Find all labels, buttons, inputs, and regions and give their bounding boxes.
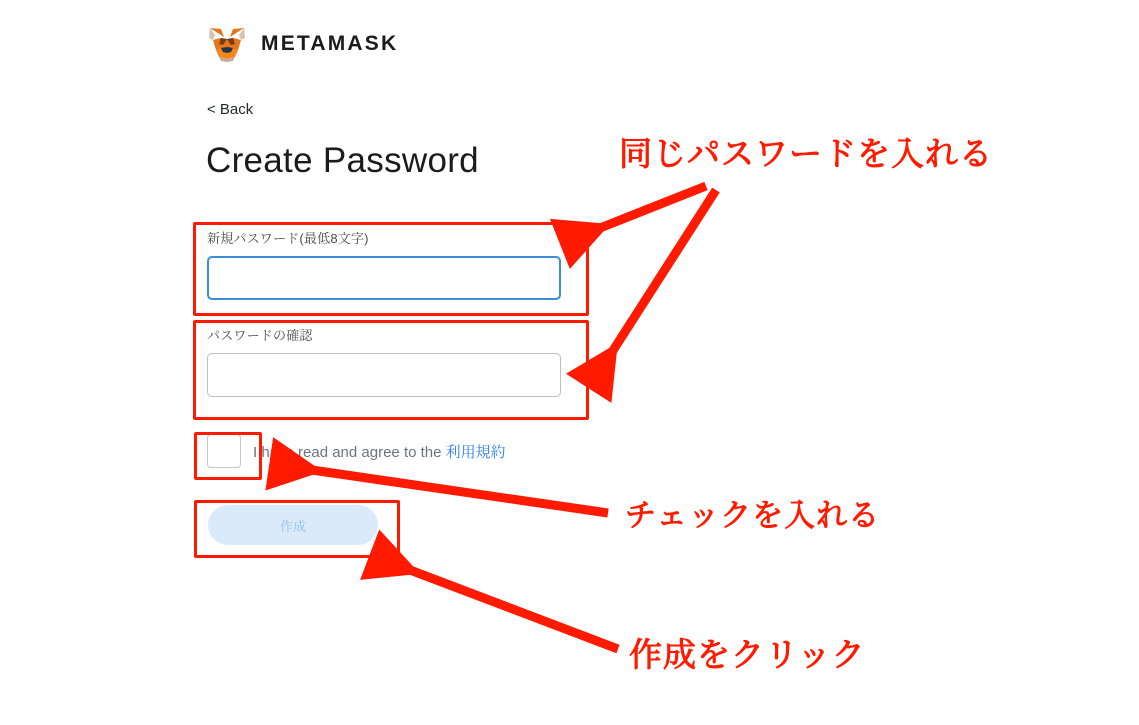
brand-name: METAMASK xyxy=(261,32,399,55)
annotation-label-same-password: 同じパスワードを入れる xyxy=(619,135,993,172)
brand-header xyxy=(207,24,398,64)
new-password-label: 新規パスワード(最低8文字) xyxy=(207,231,369,246)
metamask-fox-icon xyxy=(207,24,247,64)
back-link[interactable]: < Back xyxy=(207,101,254,118)
new-password-input[interactable] xyxy=(207,256,561,300)
confirm-password-input[interactable] xyxy=(207,353,561,397)
confirm-password-label: パスワードの確認 xyxy=(207,328,313,343)
terms-text: I have read and agree to the xyxy=(253,443,442,461)
terms-row xyxy=(207,434,627,468)
page-title: Create Password xyxy=(206,141,479,180)
confirm-password-field-group xyxy=(207,325,561,397)
create-button[interactable]: 作成 xyxy=(208,505,378,545)
annotation-label-check-the-box: チェックを入れる xyxy=(625,498,881,533)
terms-of-use-link[interactable]: 利用規約 xyxy=(445,443,506,461)
terms-checkbox[interactable] xyxy=(207,434,241,468)
new-password-field-group xyxy=(207,228,561,300)
annotation-label-click-create: 作成をクリック xyxy=(629,636,866,673)
terms-text-wrapper xyxy=(253,441,506,462)
